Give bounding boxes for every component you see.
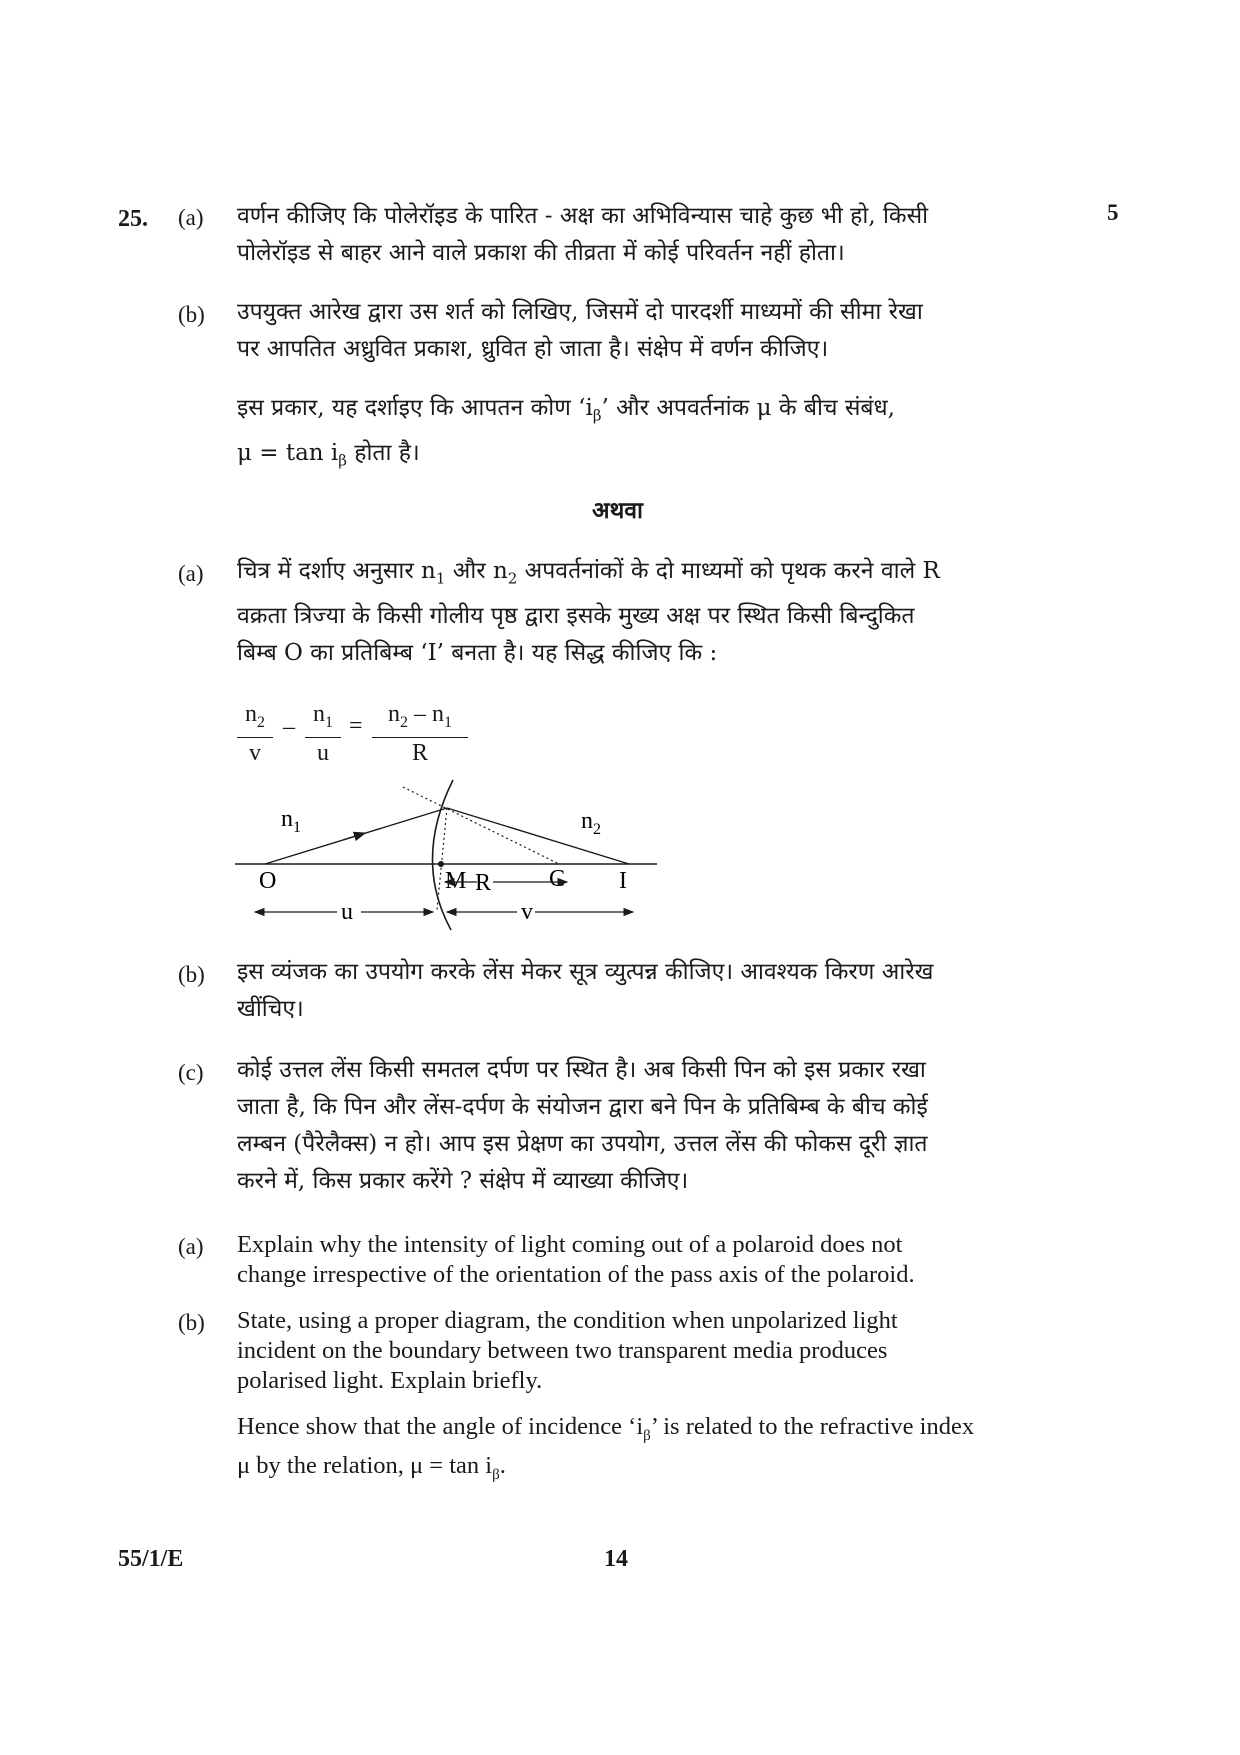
marks: 5 (1107, 200, 1119, 225)
subscript: β (643, 1427, 651, 1444)
label-u: u (341, 899, 353, 925)
text-line: पोलेरॉइड से बाहर आने वाले प्रकाश की तीव्रता में कोई परिवर्तन नहीं होता। (237, 240, 845, 266)
subscript: β (492, 1466, 500, 1483)
text-fragment: चित्र में दर्शाए अनुसार n (237, 558, 436, 584)
page-number: 14 (604, 1546, 628, 1572)
text-fragment: ’ is related to the refractive index (650, 1413, 975, 1440)
perpendicular-line (437, 808, 447, 910)
subscript: 2 (507, 569, 518, 588)
label-O: O (259, 868, 277, 894)
english-part-b-label: (b) (178, 1310, 205, 1335)
text-line: उपयुक्त आरेख द्वारा उस शर्त को लिखिए, जिसमें दो पारदर्शी माध्यमों की सीमा रेखा (237, 299, 923, 325)
normal-line (403, 787, 559, 864)
text-line: इस व्यंजक का उपयोग करके लेंस मेकर सूत्र व्युत्पन्न कीजिए। आवश्यक किरण आरेख (237, 959, 934, 985)
label-n2 (581, 808, 601, 838)
text-line (237, 1412, 1067, 1451)
question-number: 25. (118, 206, 148, 232)
text-line (237, 553, 1067, 598)
label-n: n (281, 806, 293, 832)
text-fragment: μ by the relation, μ = tan i (237, 1451, 493, 1479)
text-line: पर आपतित अध्रुवित प्रकाश, ध्रुवित हो जाता है। संक्षेप में वर्णन कीजिए। (237, 336, 829, 362)
formula-equals: = (349, 713, 363, 739)
english-part-b-hence (237, 1412, 1067, 1490)
subscript: 1 (435, 569, 446, 588)
or-part-c-label: (c) (178, 1060, 204, 1085)
hindi-part-b-text (237, 294, 1067, 368)
text-line: State, using a proper diagram, the condition when unpolarized light (237, 1307, 898, 1334)
or-part-b-label: (b) (178, 962, 205, 987)
label-v: v (521, 899, 533, 925)
or-part-c-text (237, 1052, 1067, 1200)
english-part-a-label: (a) (178, 1234, 204, 1259)
text-line: करने में, किस प्रकार करेंगे ? संक्षेप में व्याख्या कीजिए। (237, 1168, 689, 1194)
text-fragment: . (499, 1451, 506, 1479)
label-M: M (445, 868, 467, 894)
text-fragment: μ = tan i (237, 439, 339, 466)
formula-numerator: $n_2 - n_1$ (372, 700, 468, 738)
text-line: polarised light. Explain briefly. (237, 1367, 543, 1394)
hindi-part-b-label: (b) (178, 302, 205, 327)
hindi-part-a-label: (a) (178, 205, 204, 230)
text-line: कोई उत्तल लेंस किसी समतल दर्पण पर स्थित है। अब किसी पिन को इस प्रकार रखा (237, 1057, 926, 1083)
text-line (237, 1451, 1067, 1490)
formula-minus: – (283, 714, 295, 740)
english-part-b-text (237, 1306, 1067, 1396)
refraction-diagram (225, 770, 665, 940)
formula-term-2 (305, 700, 341, 768)
text-fragment: इस प्रकार, यह दर्शाइए कि आपतन कोण ‘i (237, 395, 593, 421)
text-line: जाता है, कि पिन और लेंस-दर्पण के संयोजन द्वारा बने पिन के प्रतिबिम्ब के बीच कोई (237, 1094, 928, 1120)
or-part-b-text (237, 954, 1067, 1028)
text-line: बिम्ब O का प्रतिबिम्ब ‘I’ बनता है। यह सिद्ध कीजिए कि : (237, 639, 718, 666)
ray-arrow (343, 833, 365, 840)
text-line (237, 435, 1067, 480)
formula-denominator: u (317, 739, 329, 766)
text-line: खींचिए। (237, 996, 304, 1022)
formula-term-1 (237, 700, 273, 768)
label-sub: 2 (593, 821, 601, 838)
hindi-part-a-text (237, 198, 1067, 272)
text-line (237, 390, 1067, 435)
label-C: C (549, 866, 566, 892)
or-part-a-label: (a) (178, 561, 204, 586)
text-line: incident on the boundary between two transparent media produces (237, 1337, 888, 1364)
text-line: लम्बन (पैरेलैक्स) न हो। आप इस प्रेक्षण का उपयोग, उत्तल लेंस की फोकस दूरी ज्ञात (237, 1131, 928, 1157)
subscript: β (338, 451, 347, 470)
english-part-a-text (237, 1230, 1067, 1290)
formula-numerator: $n_2$ (237, 700, 273, 738)
text-fragment: अपवर्तनांकों के दो माध्यमों को पृथक करने वाले R (517, 558, 940, 584)
formula-numerator: $n_1$ (305, 700, 341, 738)
refracted-ray (447, 808, 629, 864)
paper-code: 55/1/E (118, 1546, 184, 1572)
subscript: β (592, 406, 602, 425)
label-n1 (281, 806, 301, 836)
pole-point (438, 861, 444, 867)
formula-term-3 (372, 700, 468, 768)
text-fragment: ’ और अपवर्तनांक μ के बीच संबंध, (601, 395, 895, 421)
text-line: change irrespective of the orientation of the pass axis of the polaroid. (237, 1261, 915, 1288)
or-heading: अथवा (592, 497, 644, 524)
text-line: वर्णन कीजिए कि पोलेरॉइड के पारित - अक्ष का अभिविन्यास चाहे कुछ भी हो, किसी (237, 203, 929, 229)
label-sub: 1 (293, 819, 301, 836)
text-line: Explain why the intensity of light coming out of a polaroid does not (237, 1231, 903, 1258)
hindi-part-b-hence (237, 390, 1067, 479)
or-part-a-text (237, 553, 1067, 672)
label-n: n (581, 808, 593, 834)
text-fragment: और n (445, 558, 508, 584)
formula-denominator: R (411, 739, 428, 766)
text-fragment: होता है। (346, 439, 420, 466)
formula-denominator: v (249, 739, 261, 766)
label-R: R (475, 870, 492, 896)
text-fragment: Hence show that the angle of incidence ‘i (237, 1413, 644, 1440)
label-I: I (619, 868, 627, 894)
text-line: वक्रता त्रिज्या के किसी गोलीय पृष्ठ द्वारा इसके मुख्य अक्ष पर स्थित किसी बिन्दुकित (237, 602, 915, 629)
